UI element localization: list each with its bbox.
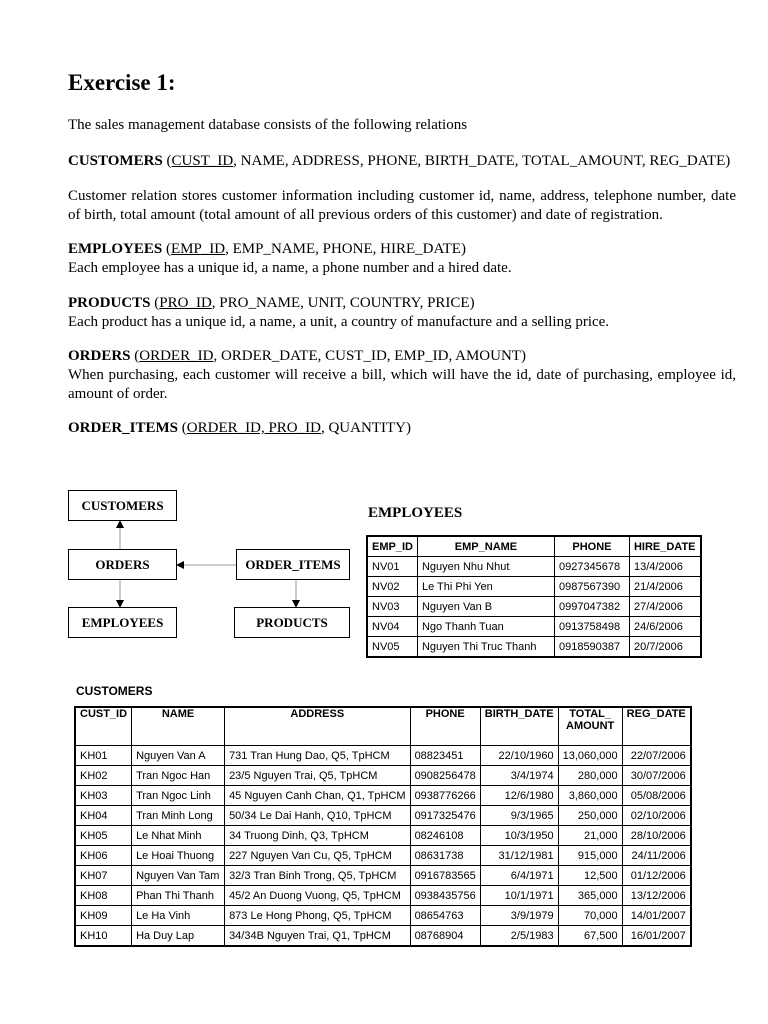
table-cell: Nguyen Nhu Nhut bbox=[417, 557, 554, 577]
table-cell: Nguyen Van B bbox=[417, 597, 554, 617]
table-cell: Ha Duy Lap bbox=[132, 926, 225, 947]
table-cell: 0987567390 bbox=[554, 577, 629, 597]
paren: ( bbox=[130, 348, 140, 364]
paren: ( bbox=[162, 153, 172, 169]
table-cell: NV03 bbox=[367, 597, 417, 617]
table-cell: 20/7/2006 bbox=[629, 637, 700, 658]
table-cell: 0938776266 bbox=[410, 786, 480, 806]
relation-employees bbox=[68, 240, 736, 259]
table-cell: 01/12/2006 bbox=[622, 866, 691, 886]
table-cell: 0917325476 bbox=[410, 806, 480, 826]
table-cell: 3,860,000 bbox=[558, 786, 622, 806]
table-row bbox=[75, 746, 691, 766]
relation-products bbox=[68, 294, 736, 313]
table-cell: 13/4/2006 bbox=[629, 557, 700, 577]
table-cell: 50/34 Le Dai Hanh, Q10, TpHCM bbox=[225, 806, 411, 826]
column-header: PHONE bbox=[554, 536, 629, 557]
table-cell: 45/2 An Duong Vuong, Q5, TpHCM bbox=[225, 886, 411, 906]
table-cell: 0916783565 bbox=[410, 866, 480, 886]
table-cell: 3/4/1974 bbox=[480, 766, 558, 786]
page-title: Exercise 1: bbox=[68, 70, 176, 95]
table-row bbox=[75, 786, 691, 806]
table-cell: 0927345678 bbox=[554, 557, 629, 577]
table-row bbox=[75, 806, 691, 826]
relation-order-items bbox=[68, 419, 736, 438]
column-header: ADDRESS bbox=[225, 707, 411, 746]
paren: ( bbox=[162, 241, 171, 257]
table-cell: 731 Tran Hung Dao, Q5, TpHCM bbox=[225, 746, 411, 766]
table-cell: Le Thi Phi Yen bbox=[417, 577, 554, 597]
table-cell: NV01 bbox=[367, 557, 417, 577]
table-cell: 08246108 bbox=[410, 826, 480, 846]
table-cell: 873 Le Hong Phong, Q5, TpHCM bbox=[225, 906, 411, 926]
table-cell: Le Ha Vinh bbox=[132, 906, 225, 926]
table-cell: KH04 bbox=[75, 806, 132, 826]
relation-customers-description: Customer relation stores customer information including customer id, name, address, telephone number, date of birth, total amount (total amount of all previous orders of this customer) and date of registration. bbox=[68, 188, 736, 223]
relation-products-description: Each product has a unique id, a name, a unit, a country of manufacture and a selling price. bbox=[68, 314, 610, 330]
diagram-customers-box: CUSTOMERS bbox=[68, 490, 177, 521]
table-cell: KH03 bbox=[75, 786, 132, 806]
diagram-orders-box: ORDERS bbox=[68, 549, 177, 580]
table-cell: 10/1/1971 bbox=[480, 886, 558, 906]
customers-table bbox=[74, 706, 692, 947]
table-cell: 24/6/2006 bbox=[629, 617, 700, 637]
table-cell: 16/01/2007 bbox=[622, 926, 691, 947]
table-cell: NV04 bbox=[367, 617, 417, 637]
table-cell: 14/01/2007 bbox=[622, 906, 691, 926]
table-row bbox=[367, 637, 701, 658]
primary-key: ORDER_ID, PRO_ID bbox=[186, 420, 321, 436]
table-cell: 6/4/1971 bbox=[480, 866, 558, 886]
table-cell: 0938435756 bbox=[410, 886, 480, 906]
header-line: AMOUNT bbox=[566, 720, 615, 732]
table-cell: 32/3 Tran Binh Trong, Q5, TpHCM bbox=[225, 866, 411, 886]
paren: ( bbox=[150, 295, 160, 311]
table-cell: 9/3/1965 bbox=[480, 806, 558, 826]
table-cell: 21/4/2006 bbox=[629, 577, 700, 597]
table-row bbox=[75, 926, 691, 947]
diagram-products-box: PRODUCTS bbox=[234, 607, 350, 638]
table-cell: 08631738 bbox=[410, 846, 480, 866]
employees-table-heading: EMPLOYEES bbox=[368, 505, 463, 521]
table-cell: 45 Nguyen Canh Chan, Q1, TpHCM bbox=[225, 786, 411, 806]
table-cell: KH06 bbox=[75, 846, 132, 866]
table-cell: 21,000 bbox=[558, 826, 622, 846]
table-cell: Tran Ngoc Linh bbox=[132, 786, 225, 806]
primary-key: CUST_ID bbox=[171, 153, 234, 169]
table-cell: 22/07/2006 bbox=[622, 746, 691, 766]
table-cell: 3/9/1979 bbox=[480, 906, 558, 926]
table-cell: NV05 bbox=[367, 637, 417, 658]
table-cell: KH09 bbox=[75, 906, 132, 926]
column-header: EMP_ID bbox=[367, 536, 417, 557]
primary-key: PRO_ID bbox=[159, 295, 212, 311]
relation-employees-description: Each employee has a unique id, a name, a phone number and a hired date. bbox=[68, 260, 512, 276]
column-header: HIRE_DATE bbox=[629, 536, 700, 557]
table-row bbox=[75, 846, 691, 866]
table-cell: 31/12/1981 bbox=[480, 846, 558, 866]
table-cell: 227 Nguyen Van Cu, Q5, TpHCM bbox=[225, 846, 411, 866]
table-cell: 12/6/1980 bbox=[480, 786, 558, 806]
table-cell: KH07 bbox=[75, 866, 132, 886]
column-header: REG_DATE bbox=[622, 707, 691, 746]
column-header: BIRTH_DATE bbox=[480, 707, 558, 746]
diagram-order-items-box: ORDER_ITEMS bbox=[236, 549, 350, 580]
table-cell: 34/34B Nguyen Trai, Q1, TpHCM bbox=[225, 926, 411, 947]
relation-attributes: , QUANTITY) bbox=[320, 420, 411, 436]
table-cell: 13,060,000 bbox=[558, 746, 622, 766]
table-row bbox=[367, 557, 701, 577]
primary-key: ORDER_ID bbox=[139, 348, 214, 364]
table-cell: 10/3/1950 bbox=[480, 826, 558, 846]
relation-name: ORDER_ITEMS bbox=[68, 420, 179, 436]
table-cell: 2/5/1983 bbox=[480, 926, 558, 947]
table-cell: 365,000 bbox=[558, 886, 622, 906]
table-cell: Phan Thi Thanh bbox=[132, 886, 225, 906]
table-cell: 70,000 bbox=[558, 906, 622, 926]
table-row bbox=[75, 866, 691, 886]
relation-attributes: , ORDER_DATE, CUST_ID, EMP_ID, AMOUNT) bbox=[213, 348, 526, 364]
relation-orders-description: When purchasing, each customer will receive a bill, which will have the id, date of purchasing, employee id, amount of order. bbox=[68, 367, 736, 402]
header-line: TOTAL_ bbox=[569, 708, 612, 720]
table-cell: Nguyen Van A bbox=[132, 746, 225, 766]
table-cell: 250,000 bbox=[558, 806, 622, 826]
table-cell: 12,500 bbox=[558, 866, 622, 886]
employees-table bbox=[366, 535, 702, 658]
table-cell: 08768904 bbox=[410, 926, 480, 947]
table-cell: 22/10/1960 bbox=[480, 746, 558, 766]
table-cell: 24/11/2006 bbox=[622, 846, 691, 866]
relation-customers bbox=[68, 152, 736, 171]
table-cell: KH08 bbox=[75, 886, 132, 906]
table-cell: 915,000 bbox=[558, 846, 622, 866]
table-cell: 28/10/2006 bbox=[622, 826, 691, 846]
table-cell: Tran Ngoc Han bbox=[132, 766, 225, 786]
table-cell: KH10 bbox=[75, 926, 132, 947]
column-header: EMP_NAME bbox=[417, 536, 554, 557]
table-row bbox=[75, 906, 691, 926]
relation-attributes: , EMP_NAME, PHONE, HIRE_DATE) bbox=[225, 241, 466, 257]
relation-attributes: , NAME, ADDRESS, PHONE, BIRTH_DATE, TOTAL_AMOUNT, REG_DATE) bbox=[233, 153, 731, 169]
diagram-employees-box: EMPLOYEES bbox=[68, 607, 177, 638]
table-cell: 0918590387 bbox=[554, 637, 629, 658]
table-cell: 280,000 bbox=[558, 766, 622, 786]
table-header-row bbox=[75, 707, 691, 746]
customers-table-heading: CUSTOMERS bbox=[76, 684, 153, 698]
table-cell: 34 Truong Dinh, Q3, TpHCM bbox=[225, 826, 411, 846]
table-row bbox=[75, 886, 691, 906]
table-cell: 0997047382 bbox=[554, 597, 629, 617]
relation-orders bbox=[68, 347, 736, 366]
table-cell: KH05 bbox=[75, 826, 132, 846]
table-row bbox=[367, 617, 701, 637]
column-header: CUST_ID bbox=[75, 707, 132, 746]
table-row bbox=[75, 766, 691, 786]
table-row bbox=[367, 597, 701, 617]
table-cell: Tran Minh Long bbox=[132, 806, 225, 826]
table-cell: 02/10/2006 bbox=[622, 806, 691, 826]
column-header: PHONE bbox=[410, 707, 480, 746]
table-cell: KH02 bbox=[75, 766, 132, 786]
column-header: NAME bbox=[132, 707, 225, 746]
table-cell: NV02 bbox=[367, 577, 417, 597]
table-cell: Ngo Thanh Tuan bbox=[417, 617, 554, 637]
table-cell: 05/08/2006 bbox=[622, 786, 691, 806]
intro-text: The sales management database consists of the following relations bbox=[68, 117, 468, 133]
table-cell: 23/5 Nguyen Trai, Q5, TpHCM bbox=[225, 766, 411, 786]
table-row bbox=[75, 826, 691, 846]
table-cell: 27/4/2006 bbox=[629, 597, 700, 617]
table-cell: Nguyen Thi Truc Thanh bbox=[417, 637, 554, 658]
table-cell: 0913758498 bbox=[554, 617, 629, 637]
relation-name: PRODUCTS bbox=[68, 295, 151, 311]
primary-key: EMP_ID bbox=[170, 241, 226, 257]
table-cell: 30/07/2006 bbox=[622, 766, 691, 786]
paren: ( bbox=[178, 420, 187, 436]
table-cell: 08654763 bbox=[410, 906, 480, 926]
table-row bbox=[367, 577, 701, 597]
table-cell: Le Hoai Thuong bbox=[132, 846, 225, 866]
column-header bbox=[558, 707, 622, 746]
relation-name: CUSTOMERS bbox=[68, 153, 163, 169]
relation-attributes: , PRO_NAME, UNIT, COUNTRY, PRICE) bbox=[211, 295, 475, 311]
relation-name: ORDERS bbox=[68, 348, 131, 364]
table-cell: Le Nhat Minh bbox=[132, 826, 225, 846]
table-cell: 67,500 bbox=[558, 926, 622, 947]
relation-name: EMPLOYEES bbox=[68, 241, 163, 257]
table-cell: KH01 bbox=[75, 746, 132, 766]
table-cell: 08823451 bbox=[410, 746, 480, 766]
table-header-row bbox=[367, 536, 701, 557]
table-cell: 13/12/2006 bbox=[622, 886, 691, 906]
table-cell: Nguyen Van Tam bbox=[132, 866, 225, 886]
table-cell: 0908256478 bbox=[410, 766, 480, 786]
